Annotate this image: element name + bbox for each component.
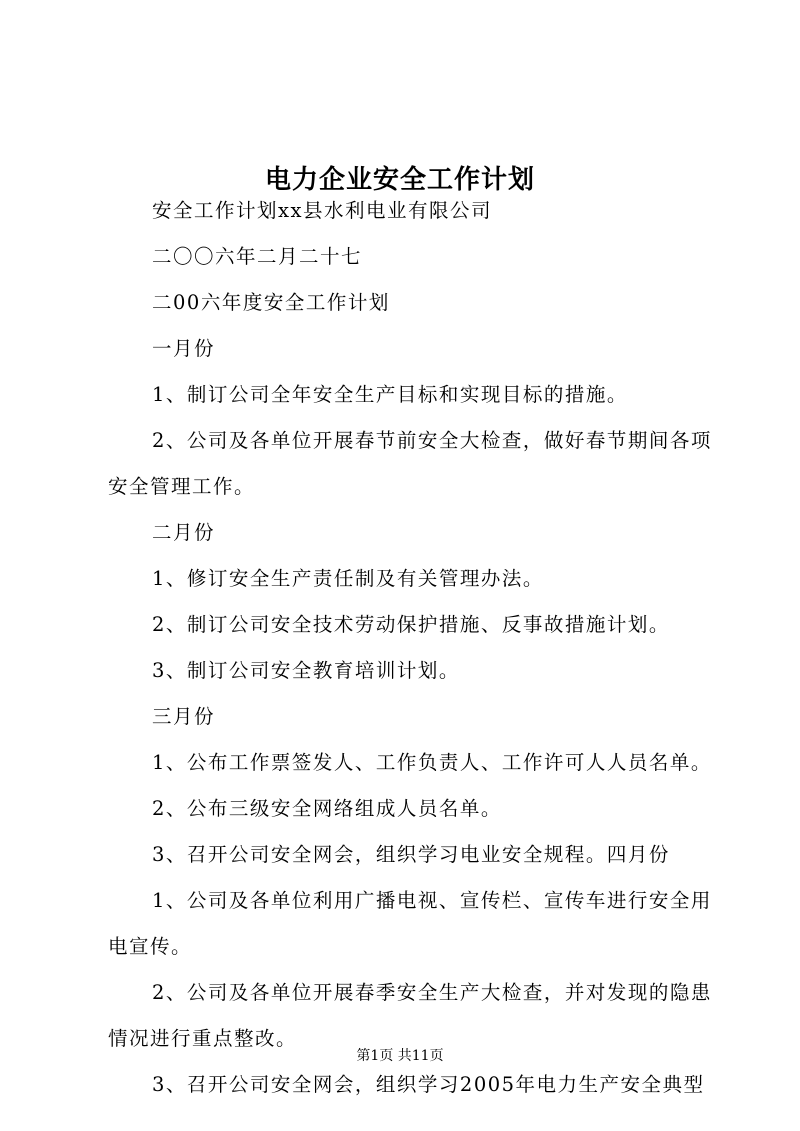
- paragraph-9: 2、制订公司安全技术劳动保护措施、反事故措施计划。: [152, 613, 670, 636]
- paragraph-16: 2、公司及各单位开展春季安全生产大检查，并对发现的隐患情况进行重点整改。: [108, 981, 712, 1050]
- paragraph-14: 3、召开公司安全网会，组织学习电业安全规程。四月份: [152, 843, 670, 866]
- section-heading-february: 二月份: [152, 521, 216, 544]
- paragraph-5: 1、制订公司全年安全生产目标和实现目标的措施。: [152, 383, 628, 406]
- paragraph-8: 1、修订安全生产责任制及有关管理办法。: [152, 567, 544, 590]
- section-heading-january: 一月份: [152, 337, 216, 360]
- section-heading-march: 三月份: [152, 705, 216, 728]
- paragraph-1: 安全工作计划xx县水利电业有限公司: [152, 199, 492, 222]
- paragraph-3: 二00六年度安全工作计划: [152, 291, 390, 314]
- paragraph-13: 2、公布三级安全网络组成人员名单。: [152, 797, 502, 820]
- paragraph-17: 3、召开公司安全网会，组织学习2005年电力生产安全典型: [152, 1073, 705, 1096]
- paragraph-15: 1、公司及各单位利用广播电视、宣传栏、宣传车进行安全用电宣传。: [108, 889, 712, 958]
- paragraph-6: 2、公司及各单位开展春节前安全大检查，做好春节期间各项安全管理工作。: [108, 429, 712, 498]
- page-footer: 第1页 共11页: [356, 1048, 444, 1064]
- paragraph-12: 1、公布工作票签发人、工作负责人、工作许可人人员名单。: [152, 751, 712, 774]
- document-title: 电力企业安全工作计划: [264, 165, 535, 196]
- paragraph-10: 3、制订公司安全教育培训计划。: [152, 659, 460, 682]
- paragraph-2: 二〇〇六年二月二十七: [152, 245, 363, 268]
